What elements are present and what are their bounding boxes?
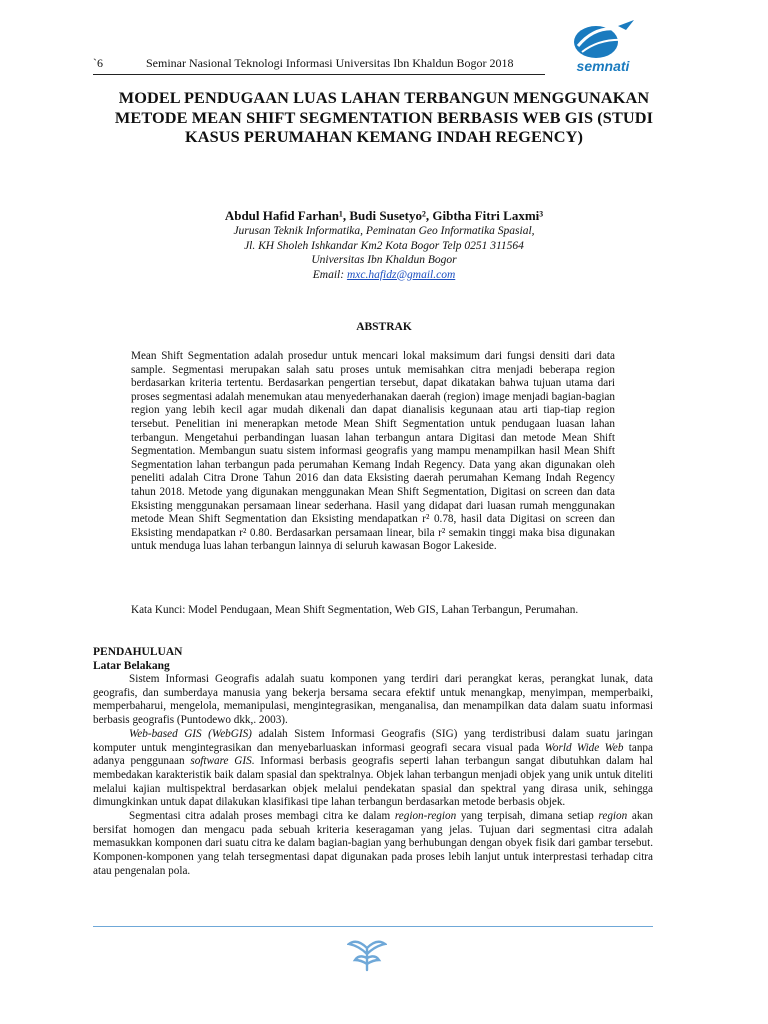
footer-divider — [93, 926, 653, 927]
abstract-heading: ABSTRAK — [356, 321, 412, 333]
email-link[interactable]: mxc.hafidz@gmail.com — [346, 268, 456, 281]
paper-title: MODEL PENDUGAAN LUAS LAHAN TERBANGUN MENGGUNAKAN METODE MEAN SHIFT SEGMENTATION BERBASIS WEB GIS (STUDI KASUS PERUMAHAN KEMANG INDAH REGENCY) — [114, 88, 654, 146]
em-text: region — [598, 810, 628, 823]
body-text — [93, 673, 653, 879]
running-header: Seminar Nasional Teknologi Informasi Universitas Ibn Khaldun Bogor 2018 — [146, 56, 514, 70]
text-run: akan bersifat homogen dan mengacu pada sebuah kriteria keseragaman yang jelas. Tujuan dari segmentasi citra adalah memasukkan komponen dari suatu citra ke dalam bagian-bagian yang berhubungan dengan obyek fisik dari gambar tersebut. Komponen-komponen yang telah tersegmentasi dapat digunakan pada proses lebih lanjut untuk interprestasi terhadap citra atau pengenalan pola. — [93, 810, 653, 877]
text-run: tanpa adanya penggunaan — [93, 741, 653, 768]
paragraph-1: Sistem Informasi Geografis adalah suatu komponen yang terdiri dari perangkat keras, perangkat lunak, data geografis, dan sumberdaya manusia yang bekerja bersama secara efektif untuk menangkap, menyimpan, memperbaiki, memperbaharui, mengelola, memanipulasi, mengintegrasikan, menganalisa, dan menampilkan data dalam suatu informasi berbasis geografis (Puntodewo dkk,. 2003). — [93, 673, 653, 727]
section-heading-block — [93, 645, 182, 673]
affiliation — [90, 224, 678, 282]
paragraph-2 — [93, 728, 653, 810]
em-text: Web-based GIS (WebGIS) — [129, 727, 252, 740]
keywords: Kata Kunci: Model Pendugaan, Mean Shift Segmentation, Web GIS, Lahan Terbangun, Perumahan. — [131, 604, 579, 616]
em-text: software GIS — [190, 755, 252, 768]
author-list: Abdul Hafid Farhan¹, Budi Susetyo², Gibtha Fitri Laxmi³ — [224, 208, 544, 223]
affiliation-line: Jurusan Teknik Informatika, Peminatan Geo Informatika Spasial, — [233, 225, 535, 237]
text-run: . Informasi berbasis geografis seperti lahan terbangun sangat dibutuhkan dalam hal membedakan karakteristik baik dalam spasial dan spektralnya. Objek lahan terbangun menjadi objek yang unik untuk diteliti melalui kajian multispektral berdasarkan objek melalui pendekatan spasial dan spektral yang dirasa unik, sehingga dimungkinkan untuk dapat dilakukan klasifikasi tipe lahan terbangun berdasarkan metode berbasis objek. — [93, 755, 653, 809]
abstract-text: Mean Shift Segmentation adalah prosedur untuk mencari lokal maksimum dari fungsi densiti dari data sample. Segmentasi merupakan salah satu proses untuk memisahkan citra menjadi beberapa region berdasarkan kriteria tertentu. Berdasarkan pengertian tersebut, dapat dikatakan bahwa tujuan utama dari proses segmentasi adalah menemukan atau menyederhanakan daerah (region) image menjadi bagian-bagian region yang lebih kecil agar mudah dikenali dan dapat dianalisis kegunaan atau arti tiap-tiap region tersebut. Penelitian ini menerapkan metode Mean Shift Segmentation untuk pendugaan luasan lahan terbangun. Mengetahui perbandingan luasan lahan terbangun antara Digitasi dan metode Mean Shift Segmentation. Membangun suatu sistem informasi geografis yang mampu menampilkan hasil Mean Shift Segmentation lahan terbangun pada perumahan Kemang Indah Regency. Data yang akan digunakan oleh peneliti adalah Citra Drone Tahun 2016 dan data Eksisting daerah perumahan Kemang Indah Regency tahun 2018. Metode yang digunakan menggunakan Mean Shift Segmentation, Digitasi on screen dan data Eksisting menggunakan persamaan linear sederhana. Hasil yang didapat dari luasan rumah menggunakan metode Mean Shift Segmentation dan Eksisting mendapatkan r² 0.78, hasil data Digitasi on screen dan Eksisting mendapatkan r² 0.80. Berdasarkan persamaan linear, bila r² semakin tinggi maka bisa digunakan untuk menduga luas lahan terbangun lainnya di seluruh kawasan Bogor Lakeside. — [131, 350, 615, 553]
subsection-heading: Latar Belakang — [93, 660, 170, 672]
text-run: Segmentasi citra adalah proses membagi citra ke dalam — [129, 810, 395, 823]
text-run: yang terpisah, dimana setiap — [456, 810, 599, 823]
affiliation-line: Universitas Ibn Khaldun Bogor — [311, 254, 457, 266]
affiliation-line: Jl. KH Sholeh Ishkandar Km2 Kota Bogor Telp 0251 311564 — [244, 239, 524, 252]
section-heading: PENDAHULUAN — [93, 646, 183, 658]
em-text: World Wide Web — [544, 741, 624, 754]
email-line — [90, 268, 678, 283]
em-text: region-region — [394, 810, 457, 823]
page-number: `6 — [93, 56, 103, 70]
header-divider — [93, 74, 545, 75]
footer-ornament-icon — [347, 936, 387, 972]
text-run: adalah Sistem Informasi Geografis (SIG) yang terdistribusi dalam suatu jaringan komputer untuk mengintegrasikan dan menyebarluaskan informasi geografi secara visual pada — [93, 727, 653, 754]
email-label: Email: — [312, 268, 345, 281]
paragraph-3 — [93, 810, 653, 879]
logo-text: semnati — [576, 58, 630, 74]
